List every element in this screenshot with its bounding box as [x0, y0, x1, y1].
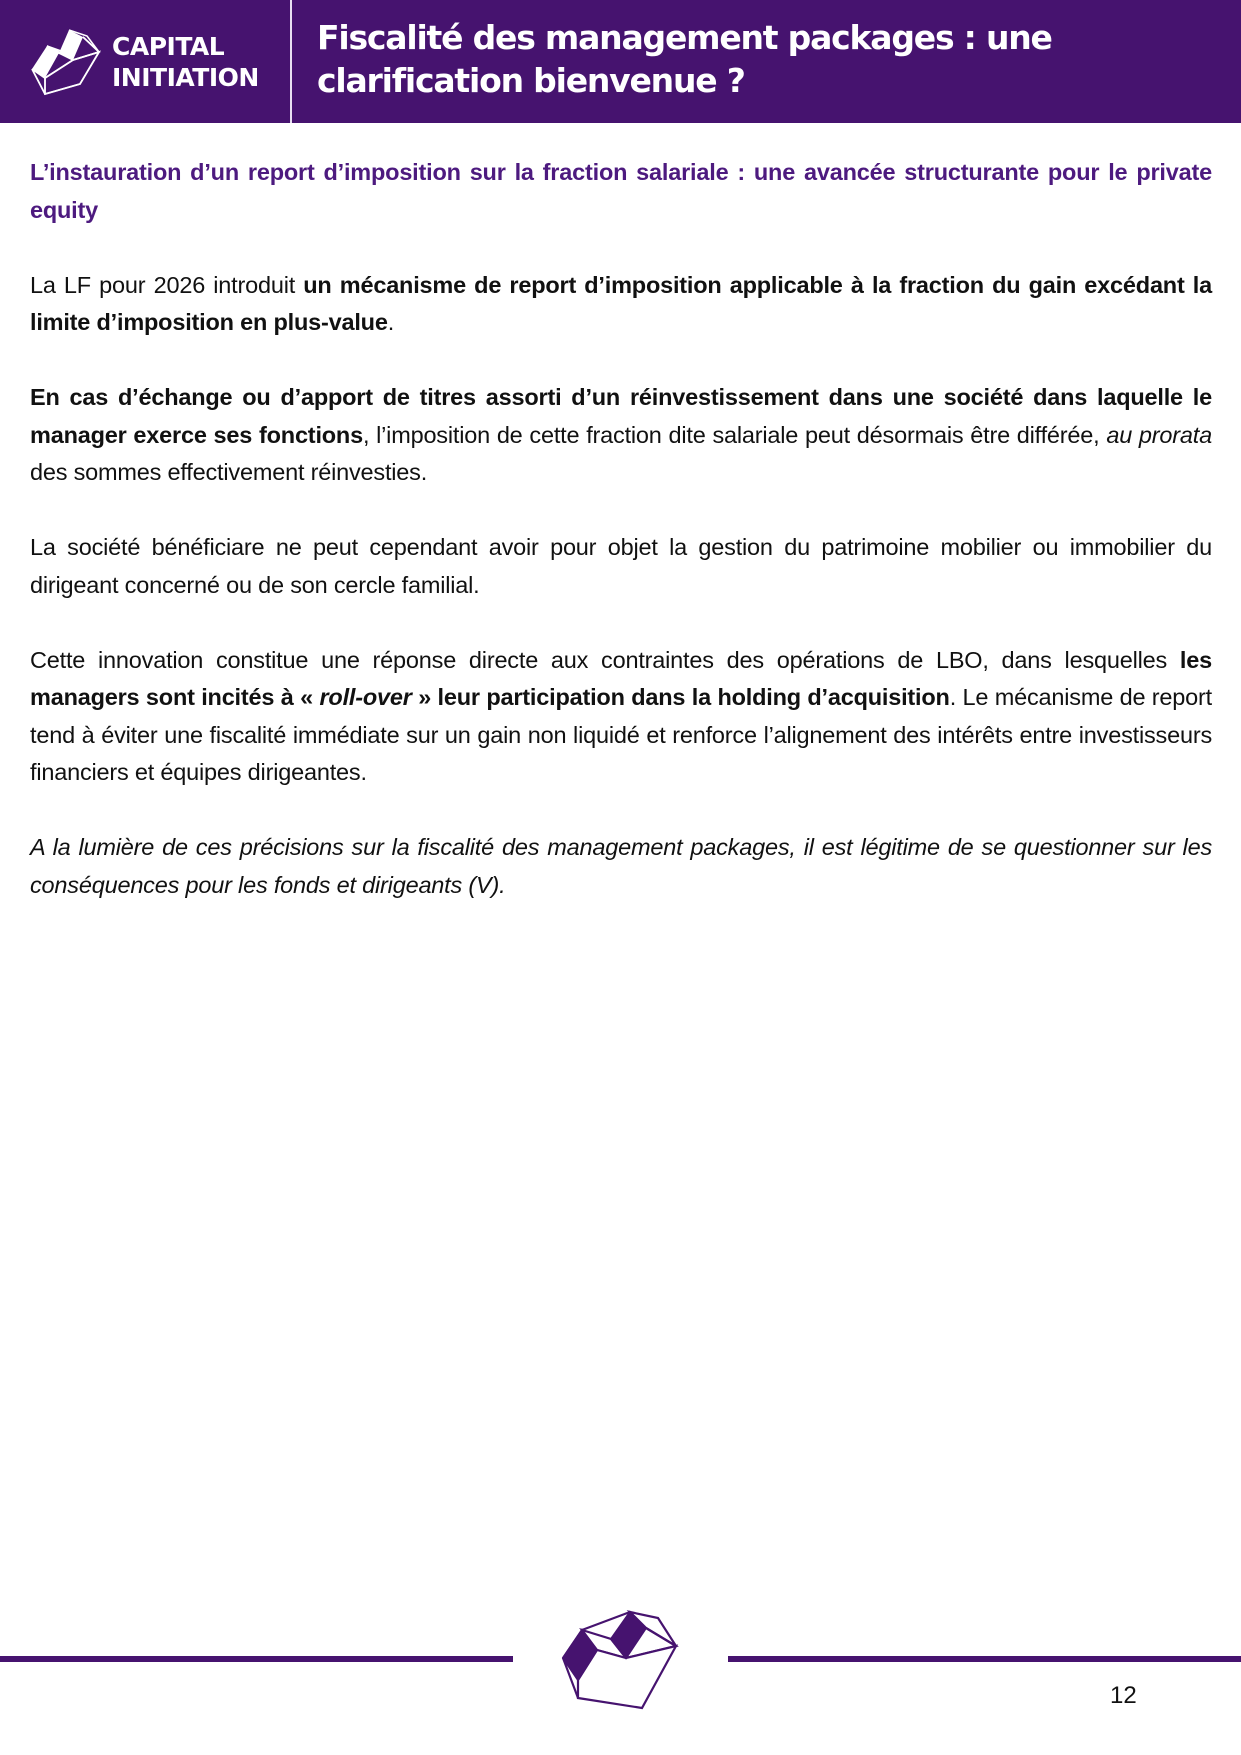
page-header: [0, 0, 1241, 123]
text-segment: .: [387, 309, 395, 335]
text-segment: La LF pour 2026 introduit: [30, 271, 304, 298]
page-title-line-2: clarification bienvenue ?: [317, 61, 745, 100]
paragraph-3: [30, 529, 1212, 604]
text-segment: . Le mécanisme de report tend à éviter une fiscalité immédiate sur un gain non liquidé et renforce l’alignement des intérêts entre investisseurs financiers et équipes dirigeantes.: [30, 684, 1212, 785]
brand-name-line-2: INITIATION: [112, 63, 259, 92]
paragraph-2: [30, 379, 1212, 492]
footer-divider-left: [0, 1656, 513, 1662]
text-segment-bold: » leur participation dans la holding d’acquisition: [411, 684, 950, 710]
brand: [0, 0, 290, 123]
brand-name-line-1: CAPITAL: [112, 32, 225, 61]
text-segment-bold: les managers sont incités à «: [30, 646, 1212, 710]
text-segment-bold: un mécanisme de report d’imposition applicable à la fraction du gain excédant la limite d’imposition en plus-value: [30, 271, 1212, 335]
section-heading: L’instauration d’un report d’imposition sur la fraction salariale : une avancée structurante pour le private equity: [30, 159, 1212, 223]
paragraph-1: [30, 267, 1212, 342]
text-segment: , l’imposition de cette fraction dite salariale peut désormais être différée,: [362, 421, 1107, 448]
footer-divider-right: [728, 1656, 1241, 1662]
document-body: [30, 154, 1212, 942]
header-divider: [290, 0, 292, 123]
page-number: 12: [1110, 1682, 1137, 1709]
text-segment: La société bénéficiare ne peut cependant avoir pour objet la gestion du patrimoine mobilier ou immobilier du dirigeant concerné ou de son cercle familial.: [30, 534, 1212, 598]
page-title: [317, 16, 1217, 102]
text-segment-bold: En cas d’échange ou d’apport de titres assorti d’un réinvestissement dans une société dans laquelle le manager exerce ses fonctions: [30, 384, 1212, 448]
capital-initiation-cube-logo-icon: [560, 1608, 682, 1712]
page-title-line-1: Fiscalité des management packages : une: [317, 18, 1052, 57]
paragraph-4: [30, 642, 1212, 792]
text-segment: des sommes effectivement réinvesties.: [30, 459, 428, 485]
capital-initiation-logo-icon: [28, 26, 112, 98]
text-segment: Cette innovation constitue une réponse directe aux contraintes des opérations de LBO, dans lesquelles: [30, 646, 1180, 673]
brand-name: [112, 31, 259, 93]
text-segment-bold-italic: roll-over: [319, 684, 412, 710]
closing-paragraph: A la lumière de ces précisions sur la fiscalité des management packages, il est légitime de se questionner sur les conséquences pour les fonds et dirigeants (V).: [30, 834, 1212, 898]
text-segment-italic: au prorata: [1106, 421, 1212, 448]
